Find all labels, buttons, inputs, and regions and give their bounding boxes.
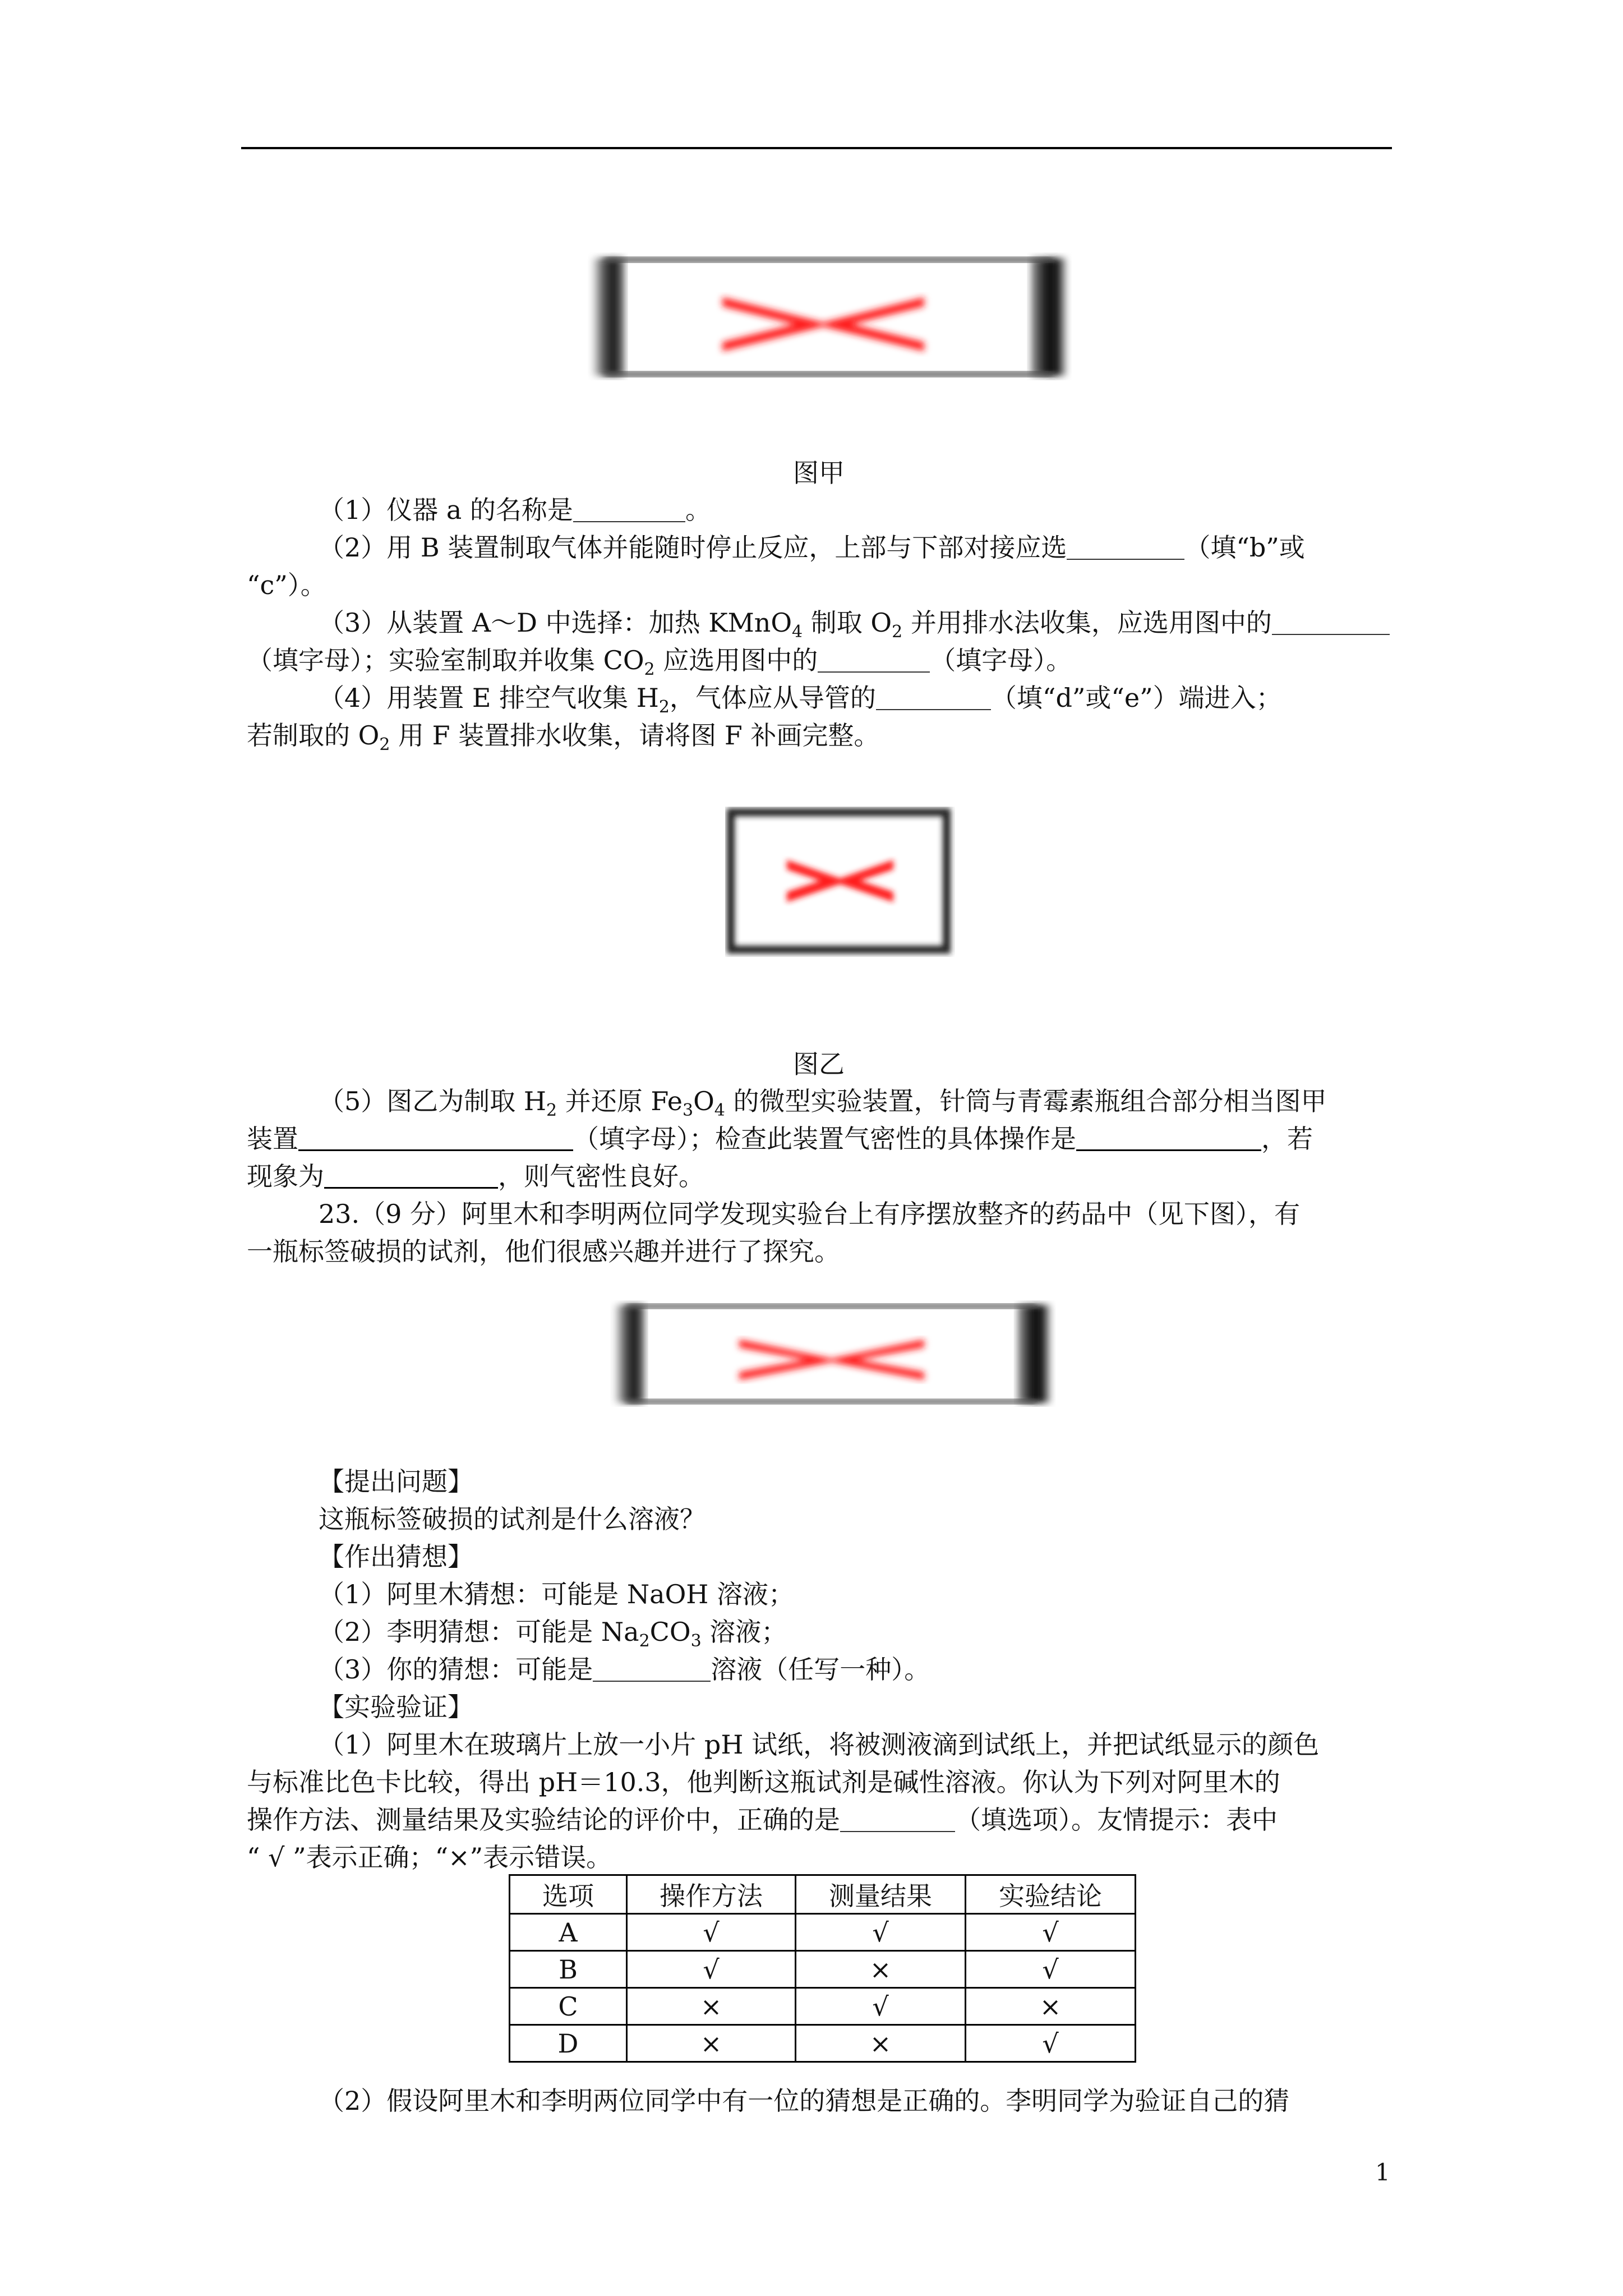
answer-blank[interactable] <box>298 1121 573 1151</box>
figure-jia-caption: 图甲 <box>793 458 845 488</box>
table-cell: √ <box>966 1951 1136 1988</box>
answer-blank[interactable] <box>593 1653 711 1682</box>
guess-1: （1）阿里木猜想：可能是 NaOH 溶液； <box>319 1579 795 1609</box>
table-header-row <box>510 1875 1136 1914</box>
table-row <box>510 1951 1136 1988</box>
section-heading-question: 【提出问题】 <box>319 1466 473 1497</box>
table-cell: B <box>510 1951 627 1988</box>
table-cell: √ <box>627 1951 796 1988</box>
verify-1-line-3: 操作方法、测量结果及实验结论的评价中，正确的是 （填选项）。友情提示：表中 <box>247 1801 1278 1839</box>
table-cell: √ <box>627 1914 796 1951</box>
verify-1-line-2: 与标准比色卡比较，得出 pH＝10.3，他判断这瓶试剂是碱性溶液。你认为下列对阿里木的 <box>247 1767 1280 1797</box>
table-header-cell: 测量结果 <box>796 1875 966 1914</box>
table-cell: × <box>796 2025 966 2062</box>
question-5-line-1: （5）图乙为制取 $H_2$ 并还原 $Fe_3O_4$ 的微型实验装置，针筒与青霉素瓶组合部分相当图甲 <box>319 1086 1327 1120</box>
answer-blank[interactable] <box>840 1803 955 1832</box>
figure-jia-image <box>588 252 1076 380</box>
table-row <box>510 2025 1136 2062</box>
table-cell: √ <box>796 1988 966 2025</box>
table-cell: √ <box>966 2025 1136 2062</box>
question-1: （1）仪器 a 的名称是 。 <box>319 491 711 529</box>
table-cell: × <box>966 1988 1136 2025</box>
guess-2: （2）李明猜想：可能是 $Na_2CO_3$ 溶液； <box>319 1617 787 1651</box>
question-23-line-2: 一瓶标签破损的试剂，他们很感兴趣并进行了探究。 <box>247 1236 840 1267</box>
reagent-shelf-image <box>610 1300 1059 1407</box>
guess-3: （3）你的猜想：可能是 溶液（任写一种）。 <box>319 1651 930 1688</box>
page-number: 1 <box>1375 2159 1390 2186</box>
answer-blank[interactable] <box>1076 1121 1261 1151</box>
verify-1-line-1: （1）阿里木在玻璃片上放一小片 pH 试纸，将被测液滴到试纸上，并把试纸显示的颜色 <box>319 1729 1320 1760</box>
figure-yi-caption: 图乙 <box>793 1049 845 1079</box>
answer-blank[interactable] <box>324 1159 498 1189</box>
figure-yi-image <box>725 807 955 957</box>
question-4-line-2: 若制取的 $O_2$ 用 F 装置排水收集，请将图 F 补画完整。 <box>247 720 880 754</box>
table-cell: C <box>510 1988 627 2025</box>
question-3-line-2: （填字母）；实验室制取并收集 $CO_2$ 应选用图中的 （填字母）。 <box>247 642 1072 679</box>
table-cell: √ <box>796 1914 966 1951</box>
question-2-line-1: （2）用 B 装置制取气体并能随时停止反应，上部与下部对接应选 （填“b”或 <box>319 529 1305 567</box>
table-header-cell: 实验结论 <box>966 1875 1136 1914</box>
question-23-line-1: 23.（9 分）阿里木和李明两位同学发现实验台上有序摆放整齐的药品中（见下图），有 <box>319 1199 1301 1229</box>
answer-blank[interactable] <box>818 643 930 673</box>
table-header-cell: 操作方法 <box>627 1875 796 1914</box>
table-cell: × <box>796 1951 966 1988</box>
section-heading-verify: 【实验验证】 <box>319 1692 473 1722</box>
answer-blank[interactable] <box>1272 606 1390 635</box>
question-statement: 这瓶标签破损的试剂是什么溶液？ <box>319 1504 706 1534</box>
answer-blank[interactable] <box>876 681 991 710</box>
answer-blank[interactable] <box>573 493 685 522</box>
evaluation-table <box>509 1874 1136 2063</box>
question-3-line-1: （3）从装置 A～D 中选择：加热 KMnO$_4$ 制取 $O_2$ 并用排水法收集，应选用图中的 <box>319 604 1390 642</box>
table-cell: A <box>510 1914 627 1951</box>
section-heading-guess: 【作出猜想】 <box>319 1542 473 1572</box>
question-4-line-1: （4）用装置 E 排空气收集 $H_2$，气体应从导管的 （填“d”或“e”）端进入； <box>319 679 1282 717</box>
table-cell: √ <box>966 1914 1136 1951</box>
question-5-line-2: 装置 （填字母）；检查此装置气密性的具体操作是 ，若 <box>247 1120 1313 1158</box>
table-row <box>510 1988 1136 2025</box>
answer-blank[interactable] <box>1067 531 1184 560</box>
table-row <box>510 1914 1136 1951</box>
question-2-line-2: “c”）。 <box>247 570 326 600</box>
verify-1-line-4: “ √ ”表示正确；“×”表示错误。 <box>247 1842 612 1872</box>
question-5-line-3: 现象为 ，则气密性良好。 <box>247 1158 704 1195</box>
header-rule <box>241 147 1392 149</box>
table-header-cell: 选项 <box>510 1875 627 1914</box>
table-cell: × <box>627 1988 796 2025</box>
table-cell: D <box>510 2025 627 2062</box>
table-cell: × <box>627 2025 796 2062</box>
verify-2-line-1: （2）假设阿里木和李明两位同学中有一位的猜想是正确的。李明同学为验证自己的猜 <box>319 2086 1290 2116</box>
